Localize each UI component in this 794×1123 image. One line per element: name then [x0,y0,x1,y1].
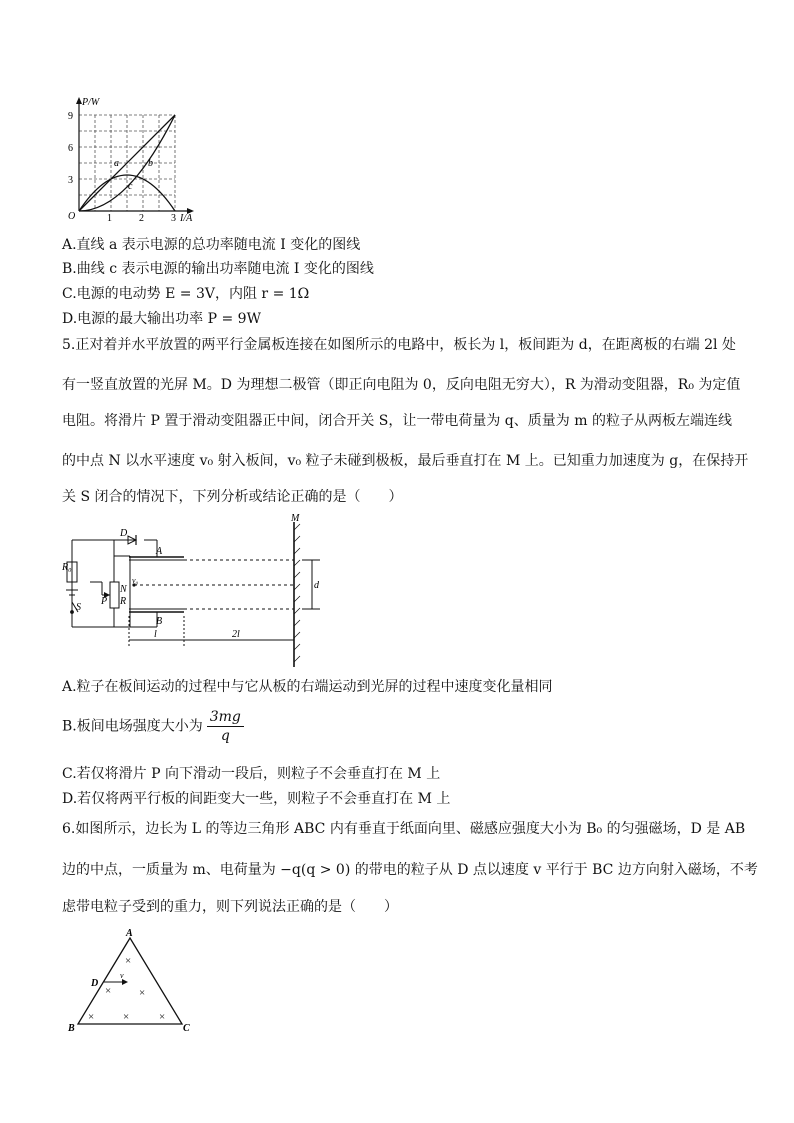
q6-stem-line: 虑带电粒子受到的重力，则下列说法正确的是（ ） [62,899,398,915]
label-r0: R₀ [62,562,72,573]
y-axis-label: P/W [82,97,100,108]
q5-stem-line: 有一竖直放置的光屏 M。D 为理想二极管（即正向电阻为 0，反向电阻无穷大），R 为滑动变阻器，R₀ 为定值 [62,377,741,393]
field-cross: × [159,1011,166,1023]
x-tick: 1 [107,213,112,224]
q6-stem-line: 边的中点，一质量为 m、电荷量为 −q(q > 0) 的带电的粒子从 D 点以速度 v 平行于 BC 边方向射入磁场，不考 [62,862,758,878]
label-v: v [120,971,124,980]
q5-option-b [62,708,244,745]
label-2l: 2l [232,629,240,640]
fraction-denominator: q [220,728,230,744]
field-cross: × [88,1011,95,1023]
x-tick: 3 [171,213,176,224]
label-s: S [76,602,81,613]
q4-option-a: A.直线 a 表示电源的总功率随电流 I 变化的图线 [62,237,361,253]
field-cross: × [139,987,146,999]
label-d: d [314,580,319,591]
fraction-numerator: 3mg [207,708,244,727]
label-d: D [91,978,99,989]
curve-label-c: c [128,181,133,192]
curve-label-b: b [148,158,153,169]
q5-option-b-prefix: B.板间电场强度大小为 [62,718,203,735]
x-axis-label: I/A [180,213,193,224]
y-tick: 6 [68,143,73,154]
q5-stem-line: 关 S 闭合的情况下，下列分析或结论正确的是（ ） [62,489,403,505]
y-tick: 9 [68,111,73,122]
label-m: M [291,513,300,524]
triangle-magnetic-field-figure [64,926,199,1036]
q5-option-c: C.若仅将滑片 P 向下滑动一段后，则粒子不会垂直打在 M 上 [62,766,441,782]
q5-stem-line: 5.正对着并水平放置的两平行金属板连接在如图所示的电路中，板长为 l，板间距为 d，在距离板的右端 2l 处 [62,337,736,353]
q5-stem-line: 的中点 N 以水平速度 v₀ 射入板间，v₀ 粒子未碰到极板，最后垂直打在 M 上。已知重力加速度为 g，在保持开 [62,453,749,469]
x-tick: 2 [139,213,144,224]
field-cross: × [123,1011,130,1023]
fraction [207,708,244,745]
q4-option-d: D.电源的最大输出功率 P = 9W [62,311,261,327]
q5-stem-line: 电阻。将滑片 P 置于滑动变阻器正中间，闭合开关 S，让一带电荷量为 q、质量为 m 的粒子从两板左端连线 [62,413,732,429]
q4-option-c: C.电源的电动势 E = 3V，内阻 r = 1Ω [62,286,310,302]
label-p: P [101,596,108,607]
capacitor-circuit-figure [62,512,342,672]
label-n: N [120,584,127,595]
y-tick: 3 [68,175,73,186]
field-cross: × [125,955,132,967]
power-current-graph [62,95,212,225]
rheostat-r [110,582,119,608]
q4-option-b: B.曲线 c 表示电源的输出功率随电流 I 变化的图线 [62,261,374,277]
q5-option-a: A.粒子在板间运动的过程中与它从板的右端运动到光屏的过程中速度变化量相同 [62,679,553,695]
curve-label-a: a [114,158,119,169]
label-d-diode: D [120,528,128,539]
label-l: l [154,629,157,640]
label-c: C [183,1023,190,1034]
label-v0: v₀ [132,576,139,585]
label-b: B [68,1023,75,1034]
q6-stem-line: 6.如图所示，边长为 L 的等边三角形 ABC 内有垂直于纸面向里、磁感应强度大小为 B₀ 的匀强磁场，D 是 AB [62,821,746,837]
label-a: A [126,928,133,939]
label-r: R [120,596,127,607]
q5-option-d: D.若仅将两平行板的间距变大一些，则粒子不会垂直打在 M 上 [62,791,451,807]
field-cross: × [105,985,112,997]
label-plate-b: B [156,616,163,627]
origin-label: O [68,211,76,222]
label-plate-a: A [156,546,163,557]
